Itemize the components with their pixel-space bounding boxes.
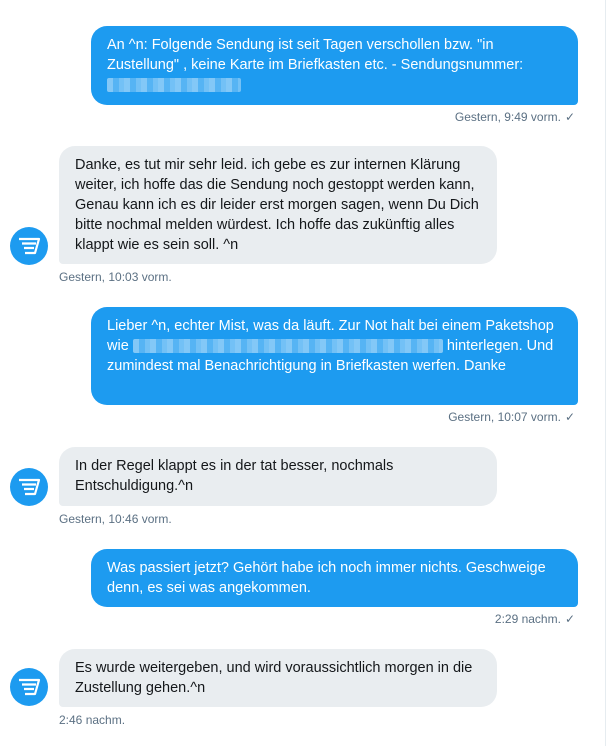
message-timestamp: 2:29 nachm. ✓ — [494, 612, 575, 626]
message-timestamp: Gestern, 10:07 vorm. ✓ — [448, 410, 575, 424]
outgoing-message[interactable] — [91, 549, 578, 607]
message-bubble[interactable]: In der Regel klappt es in der tat besser, nochmals Entschuldigung.^n — [59, 447, 497, 506]
read-check-icon: ✓ — [564, 410, 575, 424]
message-text: hinterlegen. Und zumindest mal Benachrichtigung in Briefkasten werfen. Danke — [107, 338, 554, 374]
message-bubble[interactable]: Was passiert jetzt? Gehört habe ich noch immer nichts. Geschweige denn, es sei was angekommen. — [91, 549, 578, 607]
read-check-icon: ✓ — [564, 110, 575, 124]
truck-logo-icon — [17, 676, 41, 698]
message-timestamp: Gestern, 10:03 vorm. — [59, 270, 172, 284]
avatar[interactable] — [10, 668, 48, 706]
incoming-message[interactable] — [59, 649, 497, 707]
message-bubble[interactable] — [91, 307, 578, 405]
incoming-message[interactable] — [59, 447, 497, 506]
message-bubble[interactable]: Es wurde weitergeben, und wird voraussichtlich morgen in die Zustellung gehen.^n — [59, 649, 497, 707]
avatar[interactable] — [10, 468, 48, 506]
message-bubble[interactable] — [91, 26, 578, 105]
redacted-shop-name — [133, 339, 443, 353]
message-bubble[interactable]: Danke, es tut mir sehr leid. ich gebe es zur internen Klärung weiter, ich hoffe das die Sendung noch gestoppt werden kann, Genau kann ich es dir leider erst morgen sagen, wenn Du Dich bitte nochmal melden würdest. Ich hoffe das zukünftig alles klappt wie es sein soll. ^n — [59, 146, 497, 264]
avatar[interactable] — [10, 227, 48, 265]
truck-logo-icon — [17, 476, 41, 498]
outgoing-message[interactable] — [91, 26, 578, 105]
message-text: An ^n: Folgende Sendung ist seit Tagen verschollen bzw. "in Zustellung" , keine Karte im Briefkasten etc. - Sendungsnummer: — [107, 37, 524, 73]
read-check-icon: ✓ — [564, 612, 575, 626]
message-timestamp: 2:46 nachm. — [59, 713, 126, 727]
incoming-message[interactable] — [59, 146, 497, 264]
message-timestamp: Gestern, 9:49 vorm. ✓ — [454, 110, 575, 124]
truck-logo-icon — [17, 235, 41, 257]
redacted-tracking-number — [107, 78, 241, 92]
message-timestamp: Gestern, 10:46 vorm. — [59, 512, 172, 526]
message-text: Lieber ^n, echter Mist, was da läuft. Zur Not halt bei einem Paketshop wie — [107, 318, 554, 354]
outgoing-message[interactable] — [91, 307, 578, 405]
